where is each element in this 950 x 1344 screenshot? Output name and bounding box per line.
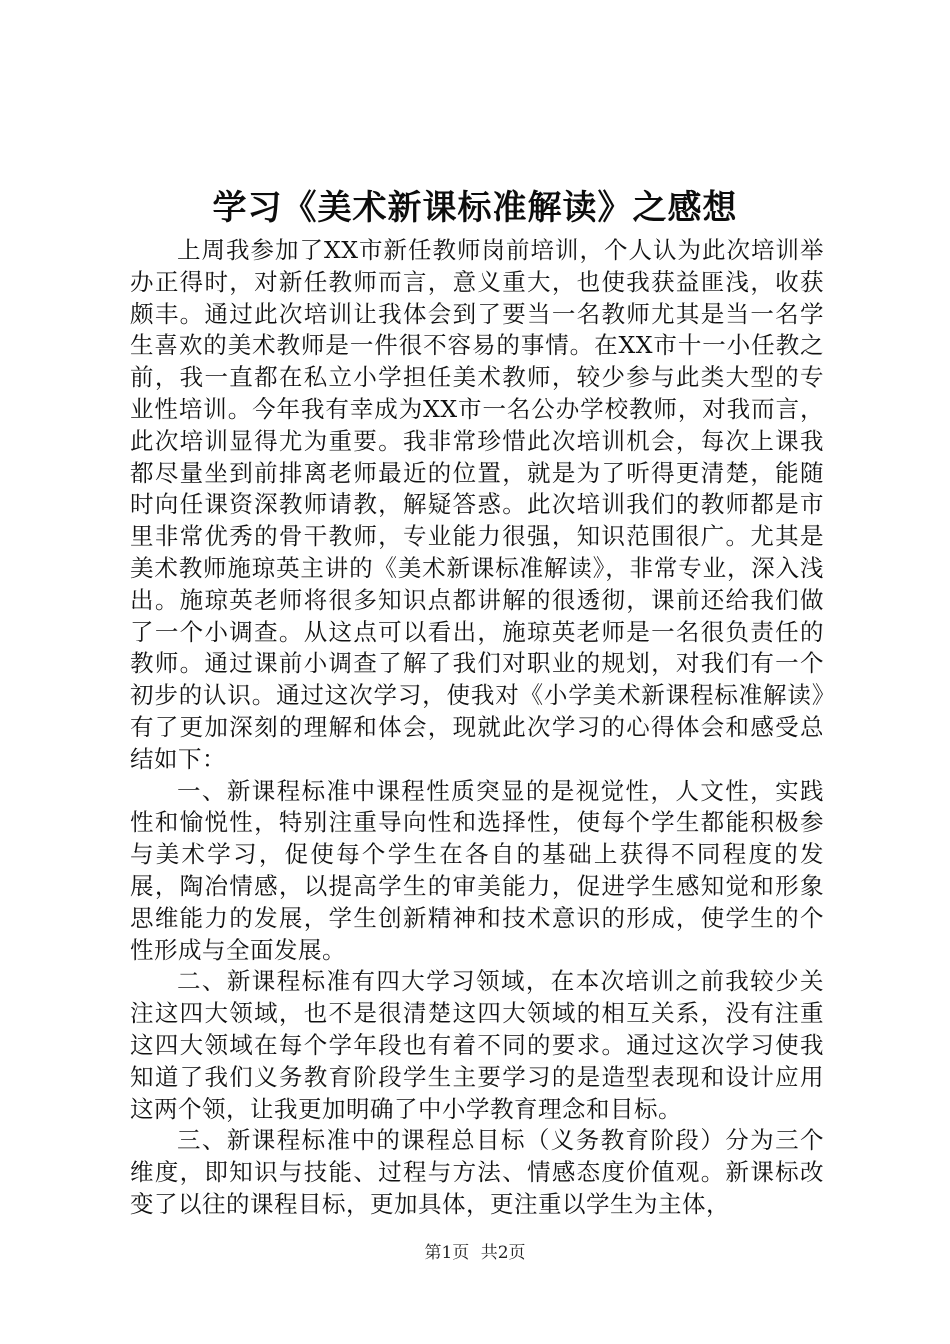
body-paragraph-point-two: 二、新课程标准有四大学习领域，在本次培训之前我较少关注这四大领域，也不是很清楚这四大领域的相互关系，没有注重这四大领域在每个学年段也有着不同的要求。通过这次学习使我知道了我们义务教育阶段学生主要学习的是造型表现和设计应用这两个领，让我更加明确了中小学教育理念和目标。: [130, 967, 824, 1123]
document-title: 学习《美术新课标准解读》之感想: [212, 188, 738, 228]
body-paragraph-intro: 上周我参加了XX市新任教师岗前培训，个人认为此次培训举办正得时，对新任教师而言，意义重大，也使我获益匪浅，收获颇丰。通过此次培训让我体会到了要当一名教师尤其是当一名学生喜欢的美术教师是一件很不容易的事情。在XX市十一小任教之前，我一直都在私立小学担任美术教师，较少参与此类大型的专业性培训。今年我有幸成为XX市一名公办学校教师，对我而言，此次培训显得尤为重要。我非常珍惜此次培训机会，每次上课我都尽量坐到前排离老师最近的位置，就是为了听得更清楚，能随时向任课资深教师请教，解疑答惑。此次培训我们的教师都是市里非常优秀的骨干教师，专业能力很强，知识范围很广。尤其是美术教师施琼英主讲的《美术新课标准解读》，非常专业，深入浅出。施琼英老师将很多知识点都讲解的很透彻，课前还给我们做了一个小调查。从这点可以看出，施琼英老师是一名很负责任的教师。通过课前小调查了解了我们对职业的规划，对我们有一个初步的认识。通过这次学习，使我对《小学美术新课程标准解读》有了更加深刻的理解和体会，现就此次学习的心得体会和感受总结如下：: [130, 236, 824, 773]
page-number: 第1页: [424, 1243, 470, 1263]
body-paragraph-point-three: 三、新课程标准中的课程总目标（义务教育阶段）分为三个维度，即知识与技能、过程与方法、情感态度价值观。新课标改变了以往的课程目标，更加具体，更注重以学生为主体，: [130, 1126, 824, 1218]
page-footer: [0, 1242, 950, 1264]
document-body: [130, 235, 824, 1221]
page-total: 共2页: [480, 1243, 526, 1263]
body-paragraph-point-one: 一、新课程标准中课程性质突显的是视觉性，人文性，实践性和愉悦性，特别注重导向性和选择性，使每个学生都能积极参与美术学习，促使每个学生在各自的基础上获得不同程度的发展，陶冶情感，以提高学生的审美能力，促进学生感知觉和形象思维能力的发展，学生创新精神和技术意识的形成，使学生的个性形成与全面发展。: [130, 776, 824, 964]
